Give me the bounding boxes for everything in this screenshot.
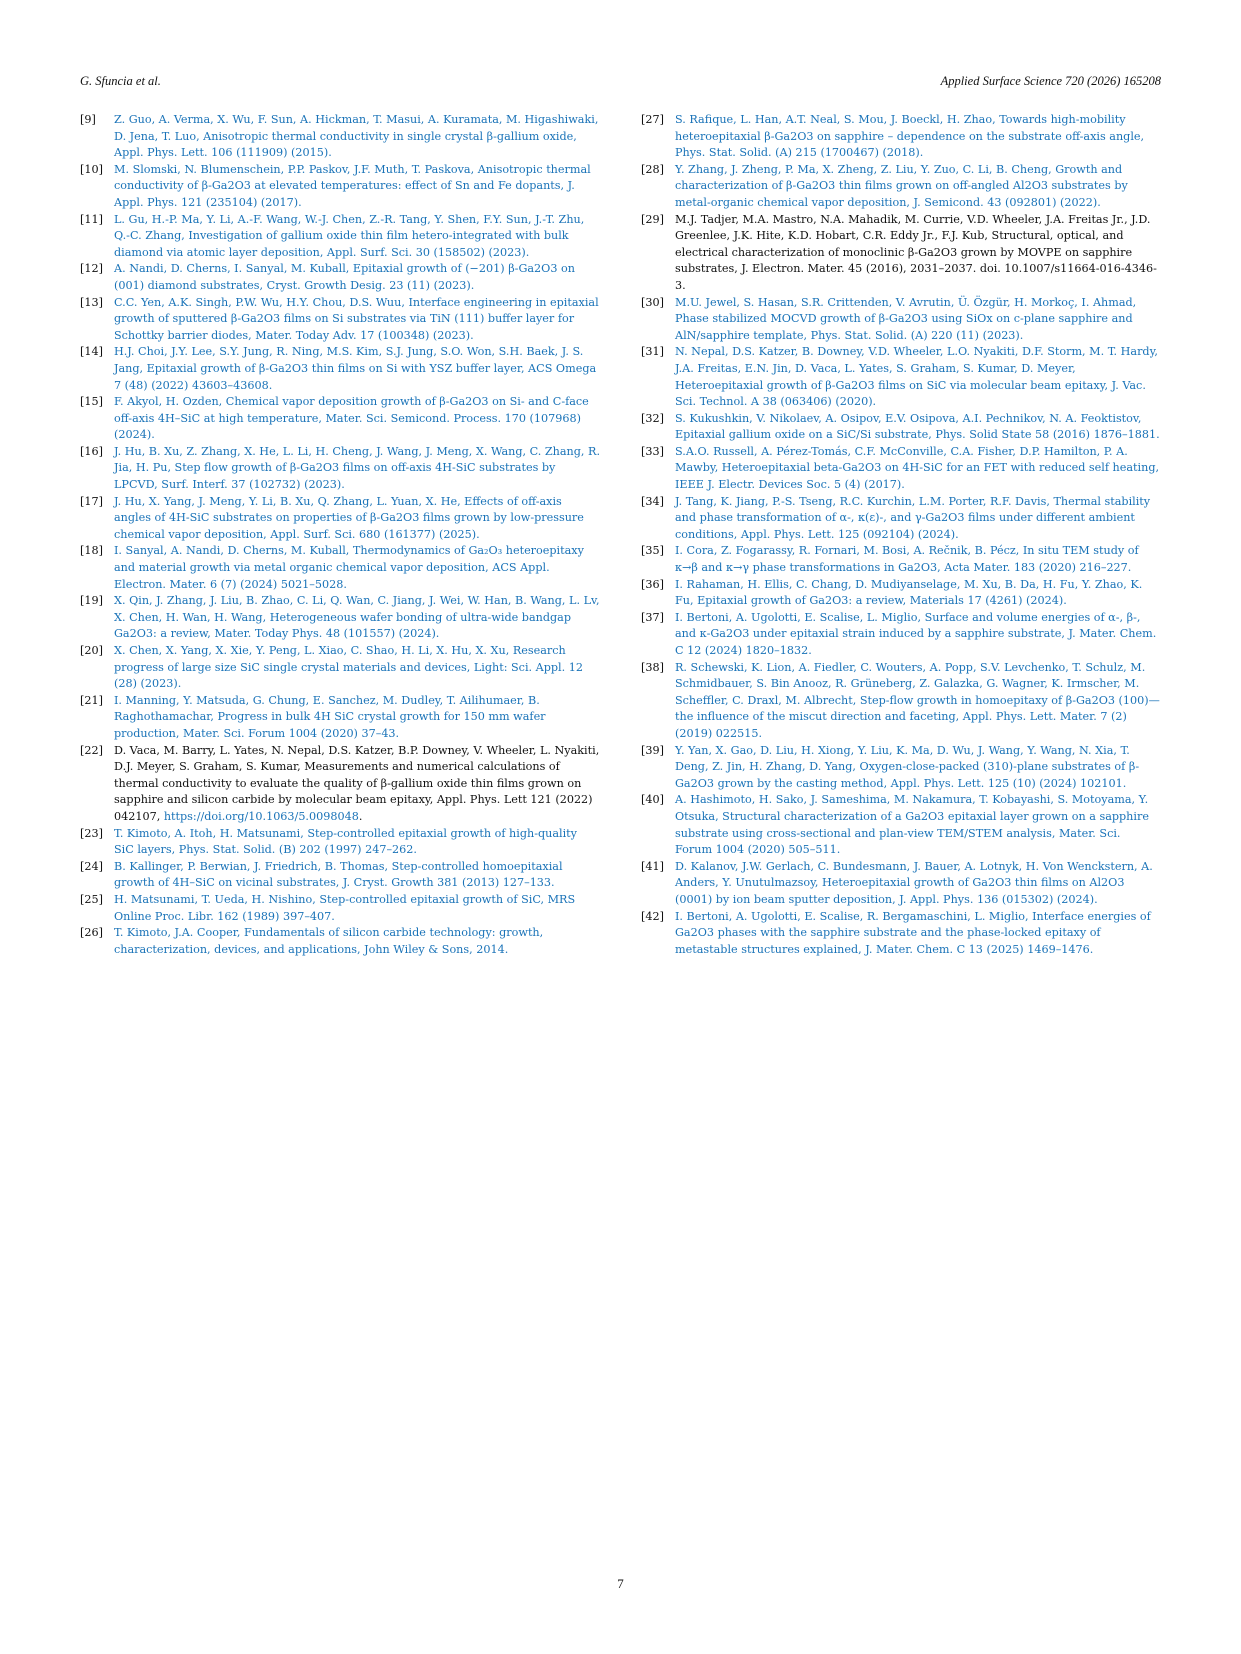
reference-number: [17]	[80, 494, 103, 508]
reference-text[interactable]	[675, 792, 1161, 858]
reference-citation: M.J. Tadjer, M.A. Mastro, N.A. Mahadik, M. Currie, V.D. Wheeler, J.A. Freitas Jr., J.D. Greenlee, J.K. Hite, K.D. Hobart, C.R. Eddy Jr., F.J. Kub, Structural, optical, and electrical characterization of monoclinic β-Ga2O3 grown by MOVPE on sapphire substrates, J. Electron. Mater. 45 (2016), 2031–2037. doi. 10.1007/s11664-016-4346-3.	[675, 212, 1157, 292]
reference-number: [16]	[80, 444, 103, 458]
reference-text[interactable]	[675, 543, 1161, 576]
reference-item[interactable]	[641, 444, 1161, 494]
reference-text[interactable]	[114, 593, 600, 643]
reference-citation: A. Nandi, D. Cherns, I. Sanyal, M. Kuball, Epitaxial growth of (−201) β-Ga2O3 on (001) diamond substrates, Cryst. Growth Desig. 23 (11) (2023).	[114, 262, 575, 292]
reference-item[interactable]	[80, 859, 600, 892]
reference-text[interactable]	[114, 859, 600, 892]
page-number: 7	[617, 1576, 624, 1591]
reference-citation: M.U. Jewel, S. Hasan, S.R. Crittenden, V. Avrutin, Ü. Özgür, H. Morkoç, I. Ahmad, Phase stabilized MOCVD growth of β-Ga2O3 using SiOx on c-plane sapphire and AlN/sapphire template, Phys. Stat. Solid. (A) 220 (11) (2023).	[675, 295, 1137, 342]
doi-link[interactable]: https://doi.org/10.1063/5.0098048	[163, 809, 359, 823]
reference-citation: S. Kukushkin, V. Nikolaev, A. Osipov, E.V. Osipova, A.I. Pechnikov, N. A. Feoktistov, Epitaxial gallium oxide on a SiC/Si substrate, Phys. Solid State 58 (2016) 1876–1881.	[675, 411, 1160, 442]
reference-citation: J. Tang, K. Jiang, P.-S. Tseng, R.C. Kurchin, L.M. Porter, R.F. Davis, Thermal stability and phase transformation of α-, κ(ε)-, and γ-Ga2O3 films under different ambient conditions, Appl. Phys. Lett. 125 (092104) (2024).	[675, 494, 1151, 541]
reference-text[interactable]	[114, 162, 600, 212]
reference-item[interactable]	[80, 261, 600, 294]
reference-item[interactable]	[80, 543, 600, 593]
reference-item[interactable]	[641, 411, 1161, 444]
reference-citation: S.A.O. Russell, A. Pérez-Tomás, C.F. McConville, C.A. Fisher, D.P. Hamilton, P. A. Mawby, Heteroepitaxial beta-Ga2O3 on 4H-SiC for an FET with reduced self heating, IEEE J. Electr. Devices Soc. 5 (4) (2017).	[675, 444, 1160, 492]
reference-text[interactable]	[675, 660, 1161, 743]
reference-item[interactable]	[80, 593, 600, 643]
reference-number: [27]	[641, 113, 664, 126]
reference-text[interactable]	[675, 112, 1161, 162]
reference-number: [39]	[641, 743, 664, 757]
reference-item[interactable]	[641, 344, 1161, 410]
reference-number: [23]	[80, 826, 103, 840]
reference-number: [26]	[80, 926, 103, 940]
reference-number: [13]	[80, 295, 103, 309]
reference-citation: Z. Guo, A. Verma, X. Wu, F. Sun, A. Hickman, T. Masui, A. Kuramata, M. Higashiwaki, D. Jena, T. Luo, Anisotropic thermal conductivity in single crystal β-gallium oxide, Appl. Phys. Lett. 106 (111909) (2015).	[114, 113, 599, 160]
reference-item[interactable]	[641, 610, 1161, 660]
reference-text[interactable]	[114, 212, 600, 262]
reference-citation: J. Hu, B. Xu, Z. Zhang, X. He, L. Li, H. Cheng, J. Wang, J. Meng, X. Wang, C. Zhang, R. Jia, H. Pu, Step flow growth of β-Ga2O3 films on off-axis 4H-SiC substrates by LPCVD, Surf. Interf. 37 (102732) (2023).	[114, 444, 601, 492]
header-authors: G. Sfuncia et al.	[80, 74, 161, 88]
reference-text[interactable]	[675, 162, 1161, 212]
reference-citation: T. Kimoto, J.A. Cooper, Fundamentals of silicon carbide technology: growth, characterization, devices, and applications, John Wiley & Sons, 2014.	[114, 926, 544, 956]
reference-item[interactable]	[80, 344, 600, 394]
reference-number: [24]	[80, 859, 103, 873]
header-journal: Applied Surface Science 720 (2026) 165208	[940, 74, 1161, 88]
reference-text[interactable]	[114, 925, 600, 958]
reference-number: [38]	[641, 660, 664, 674]
reference-number: [29]	[641, 212, 664, 226]
reference-text[interactable]	[114, 892, 600, 925]
reference-citation: M. Slomski, N. Blumenschein, P.P. Paskov, J.F. Muth, T. Paskova, Anisotropic thermal conductivity of β-Ga2O3 at elevated temperatures: effect of Sn and Fe dopants, J. Appl. Phys. 121 (235104) (2017).	[114, 162, 591, 209]
reference-text[interactable]	[675, 743, 1161, 793]
reference-text[interactable]	[675, 344, 1161, 410]
reference-text[interactable]	[114, 693, 600, 743]
reference-number: [42]	[641, 909, 664, 923]
reference-number: [21]	[80, 693, 103, 707]
reference-item[interactable]	[641, 543, 1161, 576]
reference-text	[114, 743, 600, 826]
reference-number: [34]	[641, 494, 664, 508]
reference-number: [31]	[641, 345, 664, 359]
reference-item[interactable]	[80, 826, 600, 859]
reference-number: [37]	[641, 610, 664, 624]
reference-citation: R. Schewski, K. Lion, A. Fiedler, C. Wouters, A. Popp, S.V. Levchenko, T. Schulz, M. Schmidbauer, S. Bin Anooz, R. Grüneberg, Z. Galazka, G. Wagner, K. Irmscher, M. Scheffler, C. Draxl, M. Albrecht, Step-flow growth in homoepitaxy of β-Ga2O3 (100)—the influence of the miscut direction and faceting, Appl. Phys. Lett. Mater. 7 (2) (2019) 022515.	[675, 660, 1160, 740]
reference-citation: J. Hu, X. Yang, J. Meng, Y. Li, B. Xu, Q. Zhang, L. Yuan, X. He, Effects of off-axis angles of 4H-SiC substrates on properties of β-Ga2O3 films grown by low-pressure chemical vapor deposition, Appl. Surf. Sci. 680 (161377) (2025).	[114, 494, 584, 541]
reference-citation: I. Rahaman, H. Ellis, C. Chang, D. Mudiyanselage, M. Xu, B. Da, H. Fu, Y. Zhao, K. Fu, Epitaxial growth of Ga2O3: a review, Materials 17 (4261) (2024).	[675, 577, 1143, 608]
reference-item[interactable]	[80, 295, 600, 345]
reference-citation: L. Gu, H.-P. Ma, Y. Li, A.-F. Wang, W.-J. Chen, Z.-R. Tang, Y. Shen, F.Y. Sun, J.-T. Zhu, Q.-C. Zhang, Investigation of gallium oxide thin film hetero-integrated with bulk diamond via atomic layer deposition, Appl. Surf. Sci. 30 (158502) (2023).	[114, 212, 585, 259]
reference-citation: Y. Yan, X. Gao, D. Liu, H. Xiong, Y. Liu, K. Ma, D. Wu, J. Wang, Y. Wang, N. Xia, T. Deng, Z. Jin, H. Zhang, D. Yang, Oxygen-close-packed (310)-plane substrates of β-Ga2O3 grown by the casting method, Appl. Phys. Lett. 125 (10) (2024) 102101.	[675, 743, 1140, 790]
reference-number: [33]	[641, 444, 664, 458]
reference-citation: D. Vaca, M. Barry, L. Yates, N. Nepal, D.S. Katzer, B.P. Downey, V. Wheeler, L. Nyakiti, D.J. Meyer, S. Graham, S. Kumar, Measurements and numerical calculations of thermal conductivity to evaluate the quality of β-gallium oxide thin films grown on sapphire and silicon carbide by molecular beam epitaxy, Appl. Phys. Lett 121 (2022) 042107,	[114, 743, 600, 823]
reference-number: [9]	[80, 113, 96, 126]
reference-item[interactable]	[641, 112, 1161, 162]
reference-number: [28]	[641, 162, 664, 176]
reference-text[interactable]	[675, 909, 1161, 959]
reference-text[interactable]	[675, 295, 1161, 345]
reference-text[interactable]	[114, 444, 600, 494]
reference-tail: .	[358, 809, 363, 823]
reference-number: [35]	[641, 544, 664, 558]
reference-citation: X. Chen, X. Yang, X. Xie, Y. Peng, L. Xiao, C. Shao, H. Li, X. Hu, X. Xu, Research progress of large size SiC single crystal materials and devices, Light: Sci. Appl. 12 (28) (2023).	[114, 644, 583, 691]
reference-number: [40]	[641, 793, 664, 807]
reference-number: [19]	[80, 594, 103, 608]
reference-text[interactable]	[675, 610, 1161, 660]
reference-item[interactable]	[80, 394, 600, 444]
reference-citation: N. Nepal, D.S. Katzer, B. Downey, V.D. Wheeler, L.O. Nyakiti, D.F. Storm, M. T. Hardy, J.A. Freitas, E.N. Jin, D. Vaca, L. Yates, S. Graham, S. Kumar, D. Meyer, Heteroepitaxial growth of β-Ga2O3 films on SiC via molecular beam epitaxy, J. Vac. Sci. Technol. A 38 (063406) (2020).	[675, 345, 1158, 409]
reference-text[interactable]	[675, 411, 1161, 444]
reference-text	[675, 212, 1161, 295]
reference-number: [36]	[641, 577, 664, 591]
reference-item[interactable]	[80, 444, 600, 494]
reference-text[interactable]	[675, 444, 1161, 494]
reference-number: [18]	[80, 544, 103, 558]
reference-item[interactable]	[641, 909, 1161, 959]
reference-item	[80, 743, 600, 826]
reference-citation: B. Kallinger, P. Berwian, J. Friedrich, B. Thomas, Step-controlled homoepitaxial growth of 4H–SiC on vicinal substrates, J. Cryst. Growth 381 (2013) 127–133.	[114, 859, 563, 890]
reference-number: [20]	[80, 644, 103, 657]
reference-item[interactable]	[641, 494, 1161, 544]
reference-item[interactable]	[641, 859, 1161, 909]
reference-item[interactable]	[641, 743, 1161, 793]
reference-citation: A. Hashimoto, H. Sako, J. Sameshima, M. Nakamura, T. Kobayashi, S. Motoyama, Y. Otsuka, Structural characterization of a Ga2O3 epitaxial layer grown on a sapphire substrate using cross-sectional and plan-view TEM/STEM analysis, Mater. Sci. Forum 1004 (2020) 505–511.	[675, 793, 1149, 857]
reference-number: [30]	[641, 295, 664, 309]
reference-citation: C.C. Yen, A.K. Singh, P.W. Wu, H.Y. Chou, D.S. Wuu, Interface engineering in epitaxial growth of sputtered β-Ga2O3 films on Si substrates via TiN (111) buffer layer for Schottky barrier diodes, Mater. Today Adv. 17 (100348) (2023).	[114, 295, 599, 342]
reference-item[interactable]	[641, 792, 1161, 858]
reference-text[interactable]	[114, 344, 600, 394]
reference-item[interactable]	[641, 577, 1161, 610]
reference-citation: S. Rafique, L. Han, A.T. Neal, S. Mou, J. Boeckl, H. Zhao, Towards high-mobility heteroepitaxial β-Ga2O3 on sapphire – dependence on the substrate off-axis angle, Phys. Stat. Solid. (A) 215 (1700467) (2018).	[675, 113, 1145, 160]
reference-number: [11]	[80, 212, 103, 226]
reference-item[interactable]	[80, 212, 600, 262]
reference-citation: I. Cora, Z. Fogarassy, R. Fornari, M. Bosi, A. Rečnik, B. Pécz, In situ TEM study of κ→β and κ→γ phase transformations in Ga2O3, Acta Mater. 183 (2020) 216–227.	[675, 544, 1139, 575]
reference-item[interactable]	[80, 643, 600, 693]
reference-number: [22]	[80, 743, 103, 757]
reference-text[interactable]	[114, 543, 600, 593]
reference-item[interactable]	[80, 162, 600, 212]
reference-item[interactable]	[80, 494, 600, 544]
reference-item[interactable]	[80, 925, 600, 958]
reference-item[interactable]	[641, 295, 1161, 345]
reference-number: [12]	[80, 262, 103, 276]
reference-item[interactable]	[80, 693, 600, 743]
reference-citation: I. Bertoni, A. Ugolotti, E. Scalise, R. Bergamaschini, L. Miglio, Interface energies of Ga2O3 phases with the sapphire substrate and the phase-locked epitaxy of metastable structures explained, J. Mater. Chem. C 13 (2025) 1469–1476.	[675, 909, 1151, 956]
reference-number: [32]	[641, 411, 664, 425]
reference-text[interactable]	[114, 261, 600, 294]
reference-item[interactable]	[641, 162, 1161, 212]
reference-text[interactable]	[114, 112, 600, 162]
reference-citation: Y. Zhang, J. Zheng, P. Ma, X. Zheng, Z. Liu, Y. Zuo, C. Li, B. Cheng, Growth and characterization of β-Ga2O3 thin films grown on off-angled Al2O3 substrates by metal-organic chemical vapor deposition, J. Semicond. 43 (092801) (2022).	[675, 162, 1128, 209]
reference-item[interactable]	[80, 892, 600, 925]
references-column-left	[80, 112, 600, 958]
reference-number: [15]	[80, 395, 103, 409]
reference-citation: I. Bertoni, A. Ugolotti, E. Scalise, L. Miglio, Surface and volume energies of α-, β-, and κ-Ga2O3 under epitaxial strain induced by a sapphire substrate, J. Mater. Chem. C 12 (2024) 1820–1832.	[675, 610, 1157, 657]
reference-text[interactable]	[675, 577, 1161, 610]
reference-item	[641, 212, 1161, 295]
reference-item[interactable]	[641, 660, 1161, 743]
reference-number: [25]	[80, 892, 103, 906]
reference-citation: D. Kalanov, J.W. Gerlach, C. Bundesmann, J. Bauer, A. Lotnyk, H. Von Wenckstern, A. Anders, Y. Unutulmazsoy, Heteroepitaxial growth of Ga2O3 thin films on Al2O3 (0001) by ion beam sputter deposition, J. Appl. Phys. 136 (015302) (2024).	[675, 859, 1153, 906]
reference-number: [10]	[80, 162, 103, 176]
reference-citation: I. Manning, Y. Matsuda, G. Chung, E. Sanchez, M. Dudley, T. Ailihumaer, B. Raghothamachar, Progress in bulk 4H SiC crystal growth for 150 mm wafer production, Mater. Sci. Forum 1004 (2020) 37–43.	[114, 693, 546, 740]
reference-item[interactable]	[80, 112, 600, 162]
running-header	[80, 74, 1161, 90]
references-column-right	[641, 112, 1161, 958]
reference-citation: X. Qin, J. Zhang, J. Liu, B. Zhao, C. Li, Q. Wan, C. Jiang, J. Wei, W. Han, B. Wang, L. Lv, X. Chen, H. Wan, H. Wang, Heterogeneous wafer bonding of ultra-wide bandgap Ga2O3: a review, Mater. Today Phys. 48 (101557) (2024).	[114, 594, 600, 641]
reference-citation: T. Kimoto, A. Itoh, H. Matsunami, Step-controlled epitaxial growth of high-quality SiC layers, Phys. Stat. Solid. (B) 202 (1997) 247–262.	[114, 826, 577, 857]
reference-text[interactable]	[114, 494, 600, 544]
reference-text[interactable]	[675, 859, 1161, 909]
reference-number: [41]	[641, 859, 664, 873]
reference-citation: F. Akyol, H. Ozden, Chemical vapor deposition growth of β-Ga2O3 on Si- and C-face off-axis 4H–SiC at high temperature, Mater. Sci. Semicond. Process. 170 (107968) (2024).	[114, 395, 589, 442]
reference-citation: H. Matsunami, T. Ueda, H. Nishino, Step-controlled epitaxial growth of SiC, MRS Online Proc. Libr. 162 (1989) 397–407.	[114, 892, 576, 923]
reference-text[interactable]	[114, 295, 600, 345]
reference-text[interactable]	[675, 494, 1161, 544]
reference-text[interactable]	[114, 643, 600, 693]
reference-citation: H.J. Choi, J.Y. Lee, S.Y. Jung, R. Ning, M.S. Kim, S.J. Jung, S.O. Won, S.H. Baek, J. S. Jang, Epitaxial growth of β-Ga2O3 thin films on Si with YSZ buffer layer, ACS Omega 7 (48) (2022) 43603–43608.	[114, 345, 597, 392]
reference-citation: I. Sanyal, A. Nandi, D. Cherns, M. Kuball, Thermodynamics of Ga₂O₃ heteroepitaxy and material growth via metal organic chemical vapor deposition, ACS Appl. Electron. Mater. 6 (7) (2024) 5021–5028.	[114, 544, 584, 591]
reference-text[interactable]	[114, 394, 600, 444]
reference-text[interactable]	[114, 826, 600, 859]
reference-number: [14]	[80, 345, 103, 359]
